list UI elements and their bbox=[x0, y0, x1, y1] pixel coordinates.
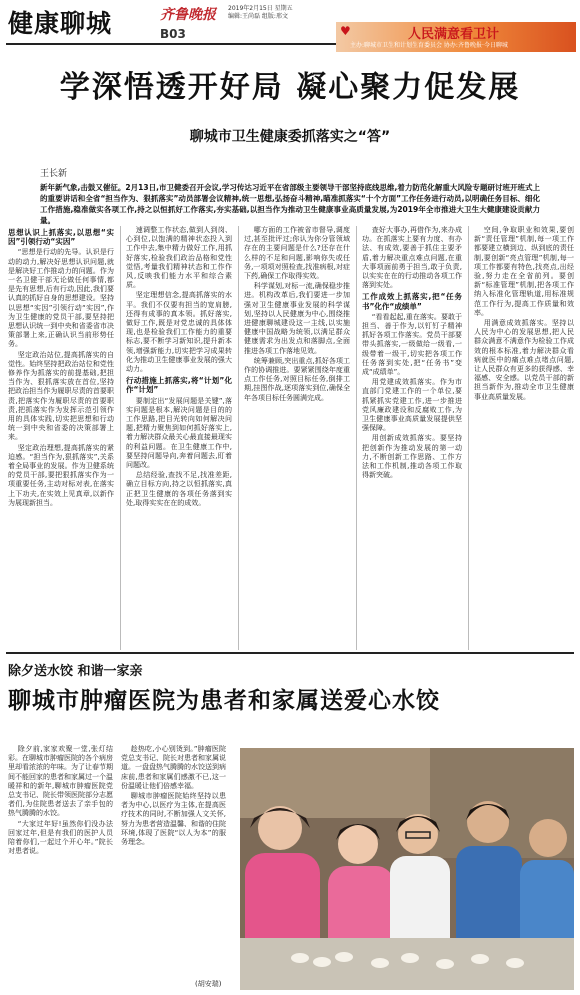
article-column-3 bbox=[244, 226, 350, 650]
subheading: 思想认识上抓落实,以思想“实因”引领行动“实因” bbox=[8, 228, 114, 247]
photo-credit: (胡安瑞) bbox=[195, 980, 222, 988]
date-line: 2019年2月15日 星期五 bbox=[228, 5, 293, 12]
article-body bbox=[8, 226, 574, 650]
subheading: 行动措施上抓落实,将“计划”化作“计划” bbox=[126, 376, 232, 395]
page-number: B03 bbox=[160, 27, 186, 41]
paragraph: 趁热吃,小心别烫到。”肿瘤医院党总支书记、院长对患者和家属说道。一盘盘热气腾腾的水饺送到病床前,患者和家属们感激不已,这一份温暖让他们倍感幸福。 bbox=[121, 745, 226, 790]
date-editor-info bbox=[228, 5, 293, 21]
second-article-body bbox=[8, 745, 230, 990]
paragraph: 用创新成效抓落实。要坚持把创新作为推动发展的第一动力,不断创新工作思路、工作方法和工作机制,推动各项工作取得新突破。 bbox=[362, 434, 462, 480]
paragraph: “大家过年好!虽然你们没办法回家过年,但是有我们的医护人员陪着你们,一起过个开心年。”院长对患者说。 bbox=[8, 819, 113, 856]
second-article-column-1 bbox=[8, 745, 113, 985]
banner-ad[interactable] bbox=[336, 22, 576, 52]
paragraph: 统筹兼顾,突出重点,抓好各项工作的协调推进。要紧紧围绕年度重点工作任务,对照目标任务,倒排工期,挂图作战,逐项落实到位,确保全年各项目标任务圆满完成。 bbox=[244, 356, 350, 402]
paragraph: 坚定政治理想,提高抓落实的紧迫感。“担当作为,狠抓落实”,关系着全局事业的发展。作为卫健系统的党员干部,要把狠抓落实作为一项重要任务,主动对标对表,在落实上下功夫,在实效上见真章,以新作为展现新担当。 bbox=[8, 443, 114, 507]
second-article-headline: 聊城市肿瘤医院为患者和家属送爱心水饺 bbox=[8, 687, 440, 714]
lead-paragraph: 新年新气象,击鼓又催征。2月13日,市卫健委召开会议,学习传达习近平在省部级主要领导干部坚持底线思维,着力防范化解重大风险专题研讨班开班式上的重要讲话和全省“担当作为、狠抓落实”动员部署会议精神,统一思想,弘扬奋斗精神,瞄准抓落实“十个方面”工作任务进行动员,以明确任务目标、细化工作措施,稳准做实各项工作,持之以恒抓好工作落实,夯实基础,以担当作为推动卫生健康事业高质量发展,为2019年全市推进大卫生大健康建设贡献力量。 bbox=[40, 183, 540, 225]
paragraph: “思想是行动的先导。认识是行动的动力,解决好思想认识问题,就是解决好工作推动力的问题。作为一名卫健干部无论做任何事情,都是先有思想,后有行动,因此,我们要认真的抓好自身的思想建设。坚持以思想“实因”引领行动“实因”,作为卫生健康的党员干部,要坚持把思想认识统一到中央和省委省市决策部署上来,正确认识当前形势任务。 bbox=[8, 248, 114, 349]
paragraph: 总结经验,查找不足,找准差距,确立目标方向,持之以恒抓落实,真正把卫生健康的各项任务落到实处,取得实实在在的成效。 bbox=[126, 471, 232, 507]
column-divider bbox=[238, 226, 239, 650]
ad-subtitle: 主办:聊城市卫生和计划生育委员会 协办:齐鲁晚报·今日聊城 bbox=[350, 42, 508, 49]
subheading: 工作成效上抓落实,把“任务书”化作“成绩单” bbox=[362, 292, 462, 311]
news-photo bbox=[240, 748, 574, 990]
section-rule bbox=[6, 652, 574, 654]
byline: 王长新 bbox=[40, 169, 68, 179]
heart-icon: ♥ bbox=[340, 24, 351, 38]
main-subheadline: 聊城市卫生健康委抓落实之“答” bbox=[189, 129, 391, 145]
paragraph: 用党建成效抓落实。作为市直部门党建工作的一个单位,要抓紧抓实党建工作,进一步推进党风廉政建设和反腐败工作,为卫生健康事业高质量发展提供坚强保障。 bbox=[362, 378, 462, 433]
paragraph: 除夕前,家家欢聚一堂,张灯结彩。在聊城市肿瘤医院的各个病房里却看浓浓的年味。为了让春节期间不能回家的患者和家属过一个温暖祥和的新年,聊城市肿瘤医院党总支书记、院长带领医院部分志愿者们,为住院患者送去了亲手包的热气腾腾的水饺。 bbox=[8, 745, 113, 818]
paragraph: 科学谋划,对标一流,确保稳步推进。机构改革后,我们要进一步加强对卫生健康事业发展的科学谋划,坚持以人民健康为中心,围绕推进健康聊城建设这一主线,以实施健康中国战略为统领,以满足群众健康需求为出发点和落脚点,全面推进各项工作落地见效。 bbox=[244, 282, 350, 355]
paragraph: “看看起起,重在落实。要敢于担当、善于作为,以钉钉子精神抓好各项工作落实。党员干部要带头抓落实,一级做给一级看,一级带着一级干,切实把各项工作任务落到实处,把“任务书”变成“成绩单”。 bbox=[362, 312, 462, 377]
paragraph: 查好大事办,再借作为,来办成功。在抓落实上要有力度、有办法、有成效,要善于抓住主要矛盾,着力解决重点难点问题,在重大事项面前勇于担当,敢于负责,以实实在在的行动推动各项工作落到实处。 bbox=[362, 226, 462, 290]
paper-name-logo: 齐鲁晚报 bbox=[160, 7, 216, 23]
article-column-5 bbox=[474, 226, 574, 650]
article-column-4 bbox=[362, 226, 462, 650]
paragraph: 哪方面的工作被省市督导,调度过,甚至批评过;你认为你分管领域存在的主要问题是什么?还存在什么样的不足和问题,影响你失或任务,一项项对照检查,找准病根,对症下药,确保工作取得实效。 bbox=[244, 226, 350, 281]
section-title: 健康聊城 bbox=[8, 9, 113, 38]
second-article-column-2 bbox=[121, 745, 226, 985]
people-making-dumplings-photo bbox=[240, 748, 574, 990]
paragraph: 要制定出“发展问题是关键”,落实问题是根本,解决问题是目的的工作思路,把目光转向如何解决问题,把精力聚焦到如何抓好落实上,着力解决群众最关心最直接最现实的利益问题。在卫生健康工作中,要坚持问题导向,奔着问题去,盯着问题改。 bbox=[126, 396, 232, 470]
ad-title: 人民满意看卫计 bbox=[408, 27, 500, 42]
paragraph: 用满意成效抓落实。坚持以人民为中心的发展思想,把人民群众满意不满意作为检验工作成效的根本标准,着力解决群众看病就医中的痛点难点堵点问题,让人民群众有更多的获得感、幸福感、安全感。以党员干部的新担当新作为,推动全市卫生健康事业高质量发展。 bbox=[474, 319, 574, 401]
editor-line: 编辑:王尚磊 组版:邢文 bbox=[228, 13, 288, 20]
article-column-2 bbox=[126, 226, 232, 650]
article-column-1 bbox=[8, 226, 114, 650]
paragraph: 坚定政治站位,提高抓落实的自觉性。始终坚持把政治站位和党性修养作为抓落实的前提基础,把担当作为、狠抓落实放在首位,坚持把政治担当作为履职尽责的首要职责,把落实作为履职尽责的首要职责,把抓落实作为发挥示范引领作用的具体实践,切实把思想和行动统一到中央和省委的决策部署上来。 bbox=[8, 350, 114, 442]
column-divider bbox=[468, 226, 469, 650]
main-headline: 学深悟透开好局 凝心聚力促发展 bbox=[59, 70, 521, 105]
paragraph: 坚定理想信念,提高抓落实的水平。我们不仅要有担当的宽肩膀,还得有成事的真本领。抓好落实,做好工作,既是对党忠诚的具体体现,也是检验我们工作能力的重要标志,要不断学习新知识,提升新本领,增强新能力,切实把学习成果转化为推动卫生健康事业发展的强大动力。 bbox=[126, 291, 232, 374]
paragraph: 聊城市肿瘤医院始终坚持以患者为中心,以医疗为主体,在提高医疗技术的同时,不断加强人文关怀,努力为患者营造温馨、和谐的住院环境,体现了医院“以人为本”的服务理念。 bbox=[121, 792, 226, 847]
paragraph: 速调整工作状态,做到人到岗、心到位,以饱满的精神状态投入到工作中去,集中精力做好工作,用抓好落实,检验我们政治品格和党性觉悟,考量我们精神状态和工作作风,反映我们能力水平和综合素质。 bbox=[126, 226, 232, 290]
column-divider bbox=[120, 226, 121, 650]
paragraph: 空间,争取职业和效果,要创新“责任管理”机制,每一项工作都要建立横到边、纵到底的责任制,要创新“亮点管理”机制,每一项工作都要有特色,找亮点,出经验,努力走在全省前列。要创新“标准管理”机制,把各项工作纳入标准化管理轨道,用标准规范工作行为,提高工作质量和效率。 bbox=[474, 226, 574, 317]
column-divider bbox=[356, 226, 357, 650]
second-article-kicker: 除夕送水饺 和谐一家亲 bbox=[8, 664, 143, 679]
